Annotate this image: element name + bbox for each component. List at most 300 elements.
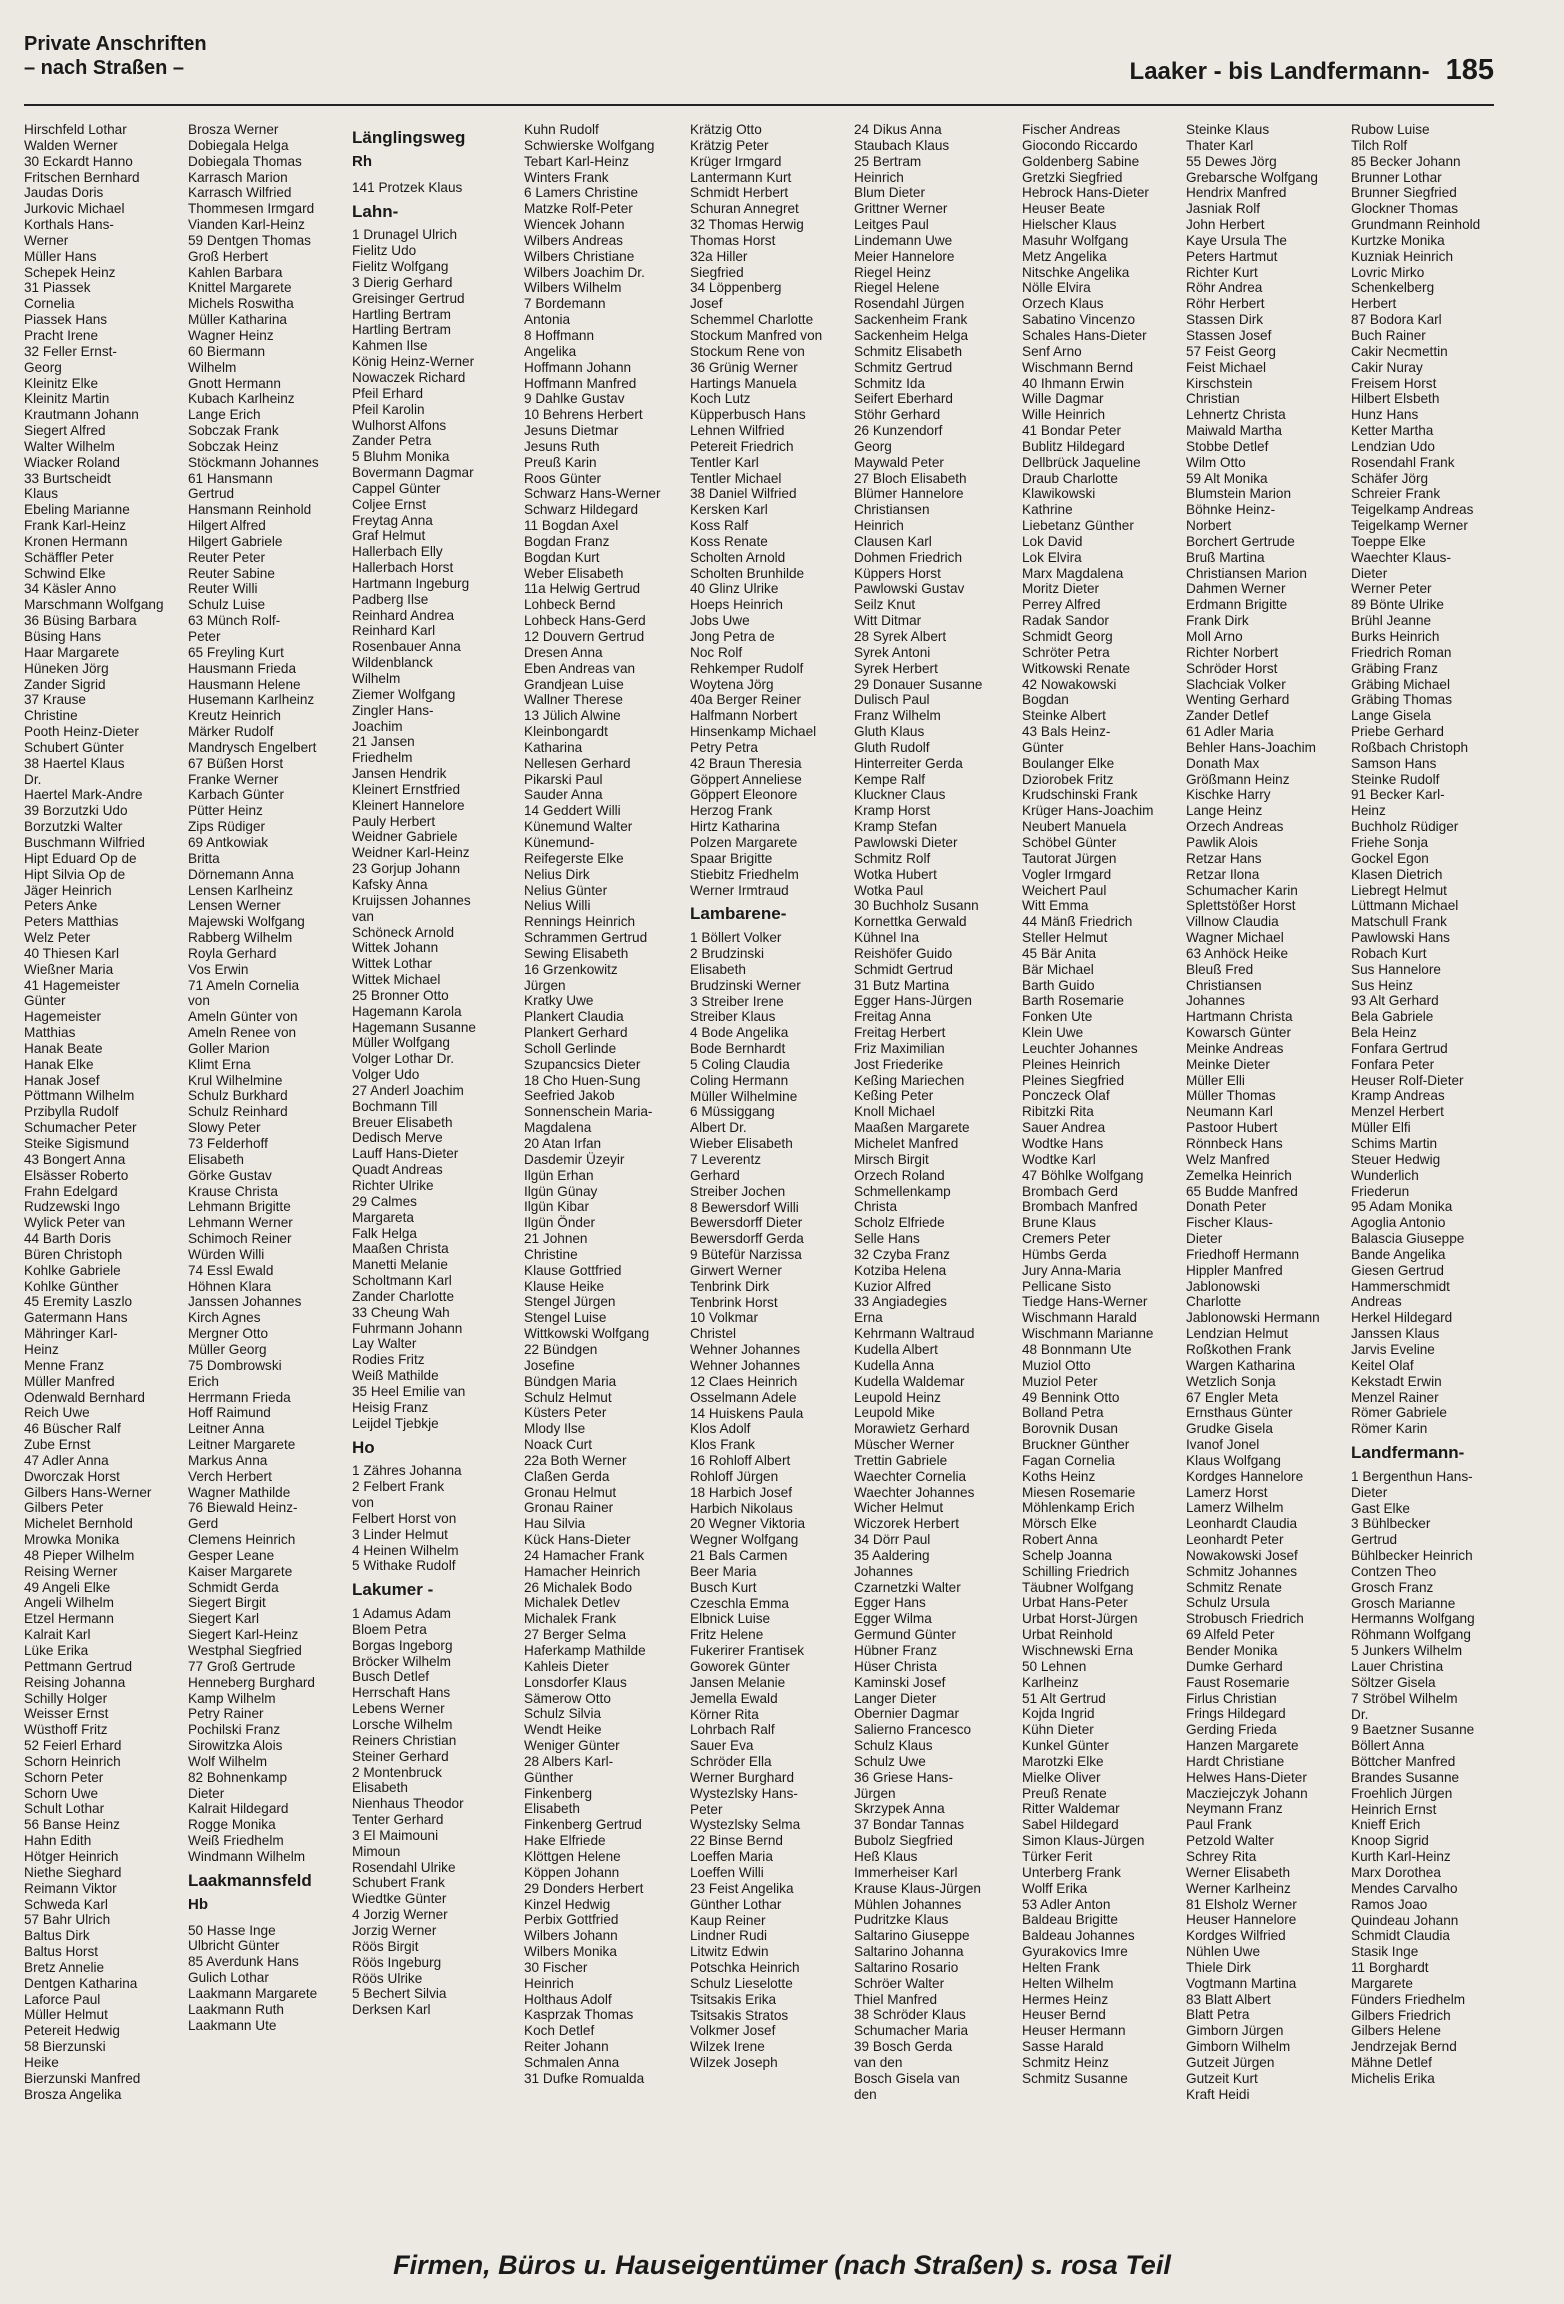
resident-entry: Scholten Arnold <box>690 549 786 565</box>
resident-entry: Tiedge Hans-Werner <box>1022 1294 1148 1310</box>
resident-entry: Gronau Rainer <box>524 1500 614 1516</box>
resident-entry: Bündgen Maria <box>524 1373 617 1389</box>
resident-entry: Röös Ulrike <box>352 1970 423 1986</box>
resident-entry: Knoop Sigrid <box>1351 1833 1429 1849</box>
resident-entry: 33 Burtscheidt <box>24 470 111 486</box>
resident-entry: Grundmann Reinhold <box>1351 217 1481 233</box>
resident-entry: Faust Rosemarie <box>1186 1674 1290 1690</box>
resident-entry: Orzech Andreas <box>1186 819 1284 835</box>
resident-entry: Heinrich <box>524 1975 574 1991</box>
resident-entry: Michalek Frank <box>524 1611 617 1627</box>
resident-entry: Pettmann Gertrud <box>24 1658 133 1674</box>
resident-entry: Norbert <box>1186 518 1232 534</box>
resident-entry: Saltarino Rosario <box>854 1959 959 1975</box>
resident-entry: Gronau Helmut <box>524 1484 617 1500</box>
resident-entry: Roßkothen Frank <box>1186 1341 1292 1357</box>
district-code: Rh <box>352 152 372 170</box>
resident-entry: 11 Borghardt <box>1351 1960 1429 1976</box>
resident-entry: Bender Monika <box>1186 1643 1278 1658</box>
resident-entry: Sauer Eva <box>690 1738 754 1754</box>
resident-entry: Hoffmann Manfred <box>524 375 637 391</box>
resident-entry: Siegert Alfred <box>24 423 106 439</box>
resident-entry: Witkowski Renate <box>1022 660 1131 676</box>
resident-entry: Mähringer Karl- <box>24 1326 118 1342</box>
resident-entry: Müller Elfi <box>1351 1120 1411 1136</box>
resident-entry: Sasse Harald <box>1022 2039 1104 2055</box>
resident-entry: Schilly Holger <box>24 1690 108 1706</box>
resident-entry: 35 Aaldering <box>854 1547 930 1563</box>
resident-entry: Hoeps Heinrich <box>690 597 783 613</box>
resident-entry: Kleinbongardt <box>524 724 608 740</box>
resident-entry: Splettstößer Horst <box>1186 898 1296 914</box>
resident-entry: Kehrmann Waltraud <box>854 1326 975 1342</box>
street-heading: Landfermann- <box>1351 1443 1465 1463</box>
resident-entry: Schmidt Georg <box>1022 629 1113 644</box>
resident-entry: 34 Löppenberg <box>690 280 782 296</box>
resident-entry: Stockum Manfred von <box>690 327 823 343</box>
resident-entry: Pfeil Erhard <box>352 385 424 401</box>
resident-entry: Contzen Theo <box>1351 1563 1437 1579</box>
resident-entry: Brosza Werner <box>188 122 279 137</box>
resident-entry: Gerding Frieda <box>1186 1722 1277 1738</box>
resident-entry: Schröer Walter <box>854 1975 945 1991</box>
resident-entry: Orzech Klaus <box>1022 296 1104 312</box>
resident-entry: Gilbers Friedrich <box>1351 2007 1451 2023</box>
resident-entry: 4 Bode Angelika <box>690 1025 789 1041</box>
resident-entry: 55 Dewes Jörg <box>1186 153 1277 169</box>
resident-entry: Liebregt Helmut <box>1351 882 1447 898</box>
resident-entry: Kersken Karl <box>690 502 768 518</box>
resident-entry: Herkel Hildegard <box>1351 1310 1453 1326</box>
resident-entry: Heuser Hannelore <box>1186 1912 1297 1928</box>
resident-entry: Dobiegala Helga <box>188 137 289 153</box>
resident-entry: Jury Anna-Maria <box>1022 1262 1121 1278</box>
resident-entry: Hübner Franz <box>854 1643 938 1658</box>
resident-entry: Pawlowski Gustav <box>854 581 965 597</box>
resident-entry: Böhnke Heinz- <box>1186 502 1276 518</box>
resident-entry: Menne Franz <box>24 1357 105 1373</box>
resident-entry: Rubow Luise <box>1351 122 1430 137</box>
resident-entry: Brombach Manfred <box>1022 1199 1138 1215</box>
resident-entry: Nowakowski Josef <box>1186 1547 1298 1563</box>
resident-entry: Weiß Mathilde <box>352 1368 439 1384</box>
resident-entry: Schims Martin <box>1351 1136 1438 1151</box>
resident-entry: Donath Max <box>1186 755 1260 771</box>
resident-entry: 22a Both Werner <box>524 1452 627 1468</box>
resident-entry: 8 Hoffmann <box>524 327 595 343</box>
resident-entry: Stiebitz Friedhelm <box>690 866 799 882</box>
resident-entry: Walden Werner <box>24 137 118 153</box>
resident-entry: Hoffmann Johann <box>524 359 632 375</box>
resident-entry: Christiansen <box>854 502 930 518</box>
resident-entry: Günter <box>1022 739 1064 755</box>
resident-entry: Pastoor Hubert <box>1186 1120 1278 1136</box>
resident-entry: 71 Ameln Cornelia <box>188 977 300 993</box>
resident-entry: Burks Heinrich <box>1351 629 1440 644</box>
resident-entry: Lebens Werner <box>352 1701 445 1717</box>
resident-entry: Volkmer Josef <box>690 2023 776 2039</box>
directory-column <box>352 122 510 2202</box>
resident-entry: Lohrbach Ralf <box>690 1722 775 1738</box>
resident-entry: 76 Biewald Heinz- <box>188 1500 298 1516</box>
resident-entry: Christiansen Marion <box>1186 565 1307 581</box>
resident-entry: Nelius Dirk <box>524 866 590 882</box>
resident-entry: Senf Arno <box>1022 343 1082 359</box>
resident-entry: Michels Roswitha <box>188 296 294 312</box>
resident-entry: 43 Bongert Anna <box>24 1151 126 1167</box>
resident-entry: Marotzki Elke <box>1022 1753 1104 1769</box>
resident-entry: 2 Felbert Frank <box>352 1479 445 1495</box>
resident-entry: Kluckner Claus <box>854 787 946 803</box>
resident-entry: Hipt Eduard Op de <box>24 850 137 866</box>
resident-entry: Zander Charlotte <box>352 1288 455 1304</box>
resident-entry: 12 Douvern Gertrud <box>524 629 645 644</box>
resident-entry: Radak Sandor <box>1022 613 1109 629</box>
resident-entry: Rennings Heinrich <box>524 914 636 930</box>
resident-entry: Künemund Walter <box>524 819 633 835</box>
resident-entry: Bogdan <box>1022 692 1069 708</box>
resident-entry: Fonfara Peter <box>1351 1056 1435 1072</box>
resident-entry: Reuter Sabine <box>188 565 275 581</box>
resident-entry: Urbat Horst-Jürgen <box>1022 1611 1138 1627</box>
resident-entry: Ritter Waldemar <box>1022 1801 1120 1817</box>
resident-entry: Kuzniak Heinrich <box>1351 248 1453 264</box>
resident-entry: Waechter Klaus- <box>1351 549 1451 565</box>
resident-entry: Neymann Franz <box>1186 1801 1283 1817</box>
resident-entry: Sirowitzka Alois <box>188 1738 283 1754</box>
resident-entry: Erna <box>854 1310 883 1326</box>
resident-entry: Elisabeth <box>188 1151 244 1167</box>
resident-entry: 26 Michalek Bodo <box>524 1579 633 1595</box>
resident-entry: Brandes Susanne <box>1351 1769 1460 1785</box>
resident-entry: Mendes Carvalho <box>1351 1880 1458 1896</box>
resident-entry: Helten Wilhelm <box>1022 1975 1114 1991</box>
resident-entry: 46 Büscher Ralf <box>24 1421 121 1437</box>
resident-entry: Claßen Gerda <box>524 1468 610 1484</box>
resident-entry: Wießner Maria <box>24 961 114 977</box>
resident-entry: Thommesen Irmgard <box>188 201 315 217</box>
resident-entry: Albert Dr. <box>690 1120 747 1136</box>
resident-entry: Stasik Inge <box>1351 1944 1419 1960</box>
resident-entry: Verch Herbert <box>188 1468 272 1484</box>
resident-entry: Tilch Rolf <box>1351 137 1408 153</box>
resident-entry: Schröder Ella <box>690 1754 772 1770</box>
resident-entry: Piassek Hans <box>24 312 108 328</box>
resident-entry: Karrasch Marion <box>188 169 288 185</box>
resident-entry: Kuzior Alfred <box>854 1278 932 1294</box>
resident-entry: Jäger Heinrich <box>24 882 112 898</box>
resident-entry: Michelet Manfred <box>854 1136 959 1151</box>
resident-entry: 28 Syrek Albert <box>854 629 947 644</box>
resident-entry: Gilbers Hans-Werner <box>24 1484 152 1500</box>
resident-entry: Felbert Horst von <box>352 1510 457 1526</box>
resident-entry: Lehnen Wilfried <box>690 423 785 439</box>
resident-entry: Wiczorek Herbert <box>854 1516 959 1532</box>
resident-entry: Laforce Paul <box>24 1991 101 2007</box>
resident-entry: 50 Lehnen <box>1022 1658 1087 1674</box>
resident-entry: Buschmann Wilfried <box>24 834 145 850</box>
resident-entry: Schwarz Hildegard <box>524 502 639 518</box>
resident-entry: Zemelka Heinrich <box>1186 1167 1292 1183</box>
resident-entry: 49 Angeli Elke <box>24 1579 111 1595</box>
resident-entry: van <box>352 908 374 924</box>
resident-entry: Cakir Necmettin <box>1351 343 1448 359</box>
resident-entry: Schales Hans-Dieter <box>1022 327 1147 343</box>
resident-entry: Winters Frank <box>524 169 609 185</box>
resident-entry: Stassen Josef <box>1186 327 1272 343</box>
resident-entry: Würden Willi <box>188 1246 265 1262</box>
resident-entry: Lendzian Helmut <box>1186 1326 1289 1342</box>
resident-entry: Siegert Karl-Heinz <box>188 1627 299 1643</box>
resident-entry: Rosendahl Jürgen <box>854 296 965 312</box>
resident-entry: Petry Rainer <box>188 1706 264 1722</box>
resident-entry: Kordges Wilfried <box>1186 1928 1286 1944</box>
resident-entry: Derksen Karl <box>352 2002 431 2018</box>
resident-entry: Klos Frank <box>690 1437 755 1453</box>
resident-entry: Grosch Marianne <box>1351 1595 1456 1611</box>
resident-entry: 60 Biermann <box>188 343 266 359</box>
resident-entry: Breuer Elisabeth <box>352 1114 453 1130</box>
resident-entry: Koch Lutz <box>690 391 751 407</box>
resident-entry: Pellicane Sisto <box>1022 1278 1112 1294</box>
resident-entry: Toeppe Elke <box>1351 533 1426 549</box>
resident-entry: 82 Bohnenkamp <box>188 1769 288 1785</box>
resident-entry: Scholten Brunhilde <box>690 565 805 581</box>
resident-entry: Morawietz Gerhard <box>854 1421 970 1437</box>
resident-entry: Gutzeit Jürgen <box>1186 2054 1275 2070</box>
resident-entry: Kühnel Ina <box>854 930 920 946</box>
resident-entry: Finkenberg <box>524 1785 593 1801</box>
resident-entry: Heuser Beate <box>1022 201 1106 217</box>
resident-entry: Bewersdorff Dieter <box>690 1215 803 1231</box>
resident-entry: Liebetanz Günther <box>1022 518 1134 534</box>
resident-entry: Schorn Peter <box>24 1769 104 1785</box>
resident-entry: Ebeling Marianne <box>24 502 130 518</box>
resident-entry: Sewing Elisabeth <box>524 945 629 961</box>
resident-entry: Siegert Birgit <box>188 1595 266 1611</box>
resident-entry: Krätzig Otto <box>690 122 762 137</box>
resident-entry: Hau Silvia <box>524 1516 586 1532</box>
resident-entry: Busch Detlef <box>352 1669 430 1685</box>
resident-entry: Reiners Christian <box>352 1732 457 1748</box>
resident-entry: Krätzig Peter <box>690 137 769 153</box>
resident-entry: Lamerz Horst <box>1186 1484 1268 1500</box>
resident-entry: Bosch Gisela van <box>854 2070 960 2086</box>
resident-entry: 44 Barth Doris <box>24 1231 111 1247</box>
resident-entry: Wulhorst Alfons <box>352 417 447 433</box>
resident-entry: Mirsch Birgit <box>854 1151 929 1167</box>
resident-entry: Heuser Hermann <box>1022 2023 1126 2039</box>
resident-entry: Wilbers Joachim Dr. <box>524 264 645 280</box>
resident-entry: Ivanof Jonel <box>1186 1437 1260 1453</box>
resident-entry: Lehnertz Christa <box>1186 407 1286 423</box>
resident-entry: Reinhard Karl <box>352 623 436 639</box>
resident-entry: Kahlen Barbara <box>188 264 283 280</box>
resident-entry: Blumstein Marion <box>1186 486 1292 502</box>
resident-entry: Clemens Heinrich <box>188 1532 296 1548</box>
resident-entry: Dörnemann Anna <box>188 866 294 882</box>
resident-entry: Syrek Antoni <box>854 644 931 660</box>
resident-entry: Lensen Karlheinz <box>188 882 294 898</box>
resident-entry: Stöckmann Johannes <box>188 454 319 470</box>
resident-entry: Möhlenkamp Erich <box>1022 1500 1135 1516</box>
resident-entry: Heinrich <box>854 518 904 534</box>
resident-entry: Schulz Uwe <box>854 1753 926 1769</box>
resident-entry: Kempe Ralf <box>854 771 926 787</box>
resident-entry: 58 Bierzunski <box>24 2039 106 2055</box>
resident-entry: Walter Wilhelm <box>24 438 115 454</box>
resident-entry: Müller Katharina <box>188 312 287 328</box>
resident-entry: 87 Bodora Karl <box>1351 312 1442 328</box>
resident-entry: Preuß Renate <box>1022 1785 1107 1801</box>
resident-entry: Balascia Giuseppe <box>1351 1231 1465 1247</box>
resident-entry: Jesuns Ruth <box>524 438 600 454</box>
resident-entry: Heuser Rolf-Dieter <box>1351 1072 1464 1088</box>
resident-entry: Jürgen <box>524 977 566 993</box>
resident-entry: Schemmel Charlotte <box>690 312 814 328</box>
resident-entry: 35 Heel Emilie van <box>352 1383 466 1399</box>
resident-entry: Janssen Johannes <box>188 1294 302 1310</box>
resident-entry: Petzold Walter <box>1186 1833 1274 1849</box>
resident-entry: Türker Ferit <box>1022 1848 1093 1864</box>
resident-entry: Masuhr Wolfgang <box>1022 232 1129 248</box>
resident-entry: Wendt Heike <box>524 1722 602 1738</box>
resident-entry: Salierno Francesco <box>854 1722 972 1738</box>
resident-entry: Fischer Andreas <box>1022 122 1121 137</box>
resident-entry: Christa <box>854 1199 898 1215</box>
resident-entry: Kurth Karl-Heinz <box>1351 1849 1451 1865</box>
resident-entry: Kohlke Günther <box>24 1278 119 1294</box>
directory-column <box>524 122 682 2202</box>
resident-entry: Koss Ralf <box>690 518 749 534</box>
resident-entry: 12 Claes Heinrich <box>690 1373 798 1389</box>
street-heading: Laakmannsfeld <box>188 1870 312 1890</box>
resident-entry: Kramp Stefan <box>854 819 938 835</box>
resident-entry: Franke Werner <box>188 771 279 787</box>
resident-entry: Dieter <box>1351 1484 1388 1500</box>
resident-entry: Goller Marion <box>188 1040 270 1056</box>
resident-entry: Weniger Günter <box>524 1738 620 1754</box>
resident-entry: Wilbers Monika <box>524 1944 617 1960</box>
resident-entry: Jablonowski <box>1186 1278 1261 1294</box>
resident-entry: Pauly Herbert <box>352 813 436 829</box>
resident-entry: Elisabeth <box>524 1801 580 1817</box>
resident-entry: Kaiser Margarete <box>188 1563 293 1579</box>
resident-entry: Kalrait Hildegard <box>188 1801 289 1817</box>
resident-entry: Borzutzki Walter <box>24 819 123 835</box>
resident-entry: Siegert Karl <box>188 1611 260 1627</box>
resident-entry: Dulisch Paul <box>854 692 930 708</box>
resident-entry: Günther Lothar <box>690 1896 782 1912</box>
resident-entry: Weichert Paul <box>1022 882 1107 898</box>
resident-entry: Schwierske Wolfgang <box>524 137 655 153</box>
resident-entry: 67 Büßen Horst <box>188 755 284 771</box>
resident-entry: Groß Herbert <box>188 248 269 264</box>
resident-entry: Mrowka Monika <box>24 1532 120 1548</box>
resident-entry: Röhr Herbert <box>1186 296 1265 312</box>
resident-entry: Jasniak Rolf <box>1186 201 1261 217</box>
resident-entry: Streiber Jochen <box>690 1183 786 1199</box>
resident-entry: 29 Calmes <box>352 1193 417 1209</box>
resident-entry: 34 Käsler Anno <box>24 581 117 597</box>
resident-entry: Lehmann Werner <box>188 1215 293 1231</box>
resident-entry: Ribitzki Rita <box>1022 1104 1094 1120</box>
resident-entry: Magdalena <box>524 1120 592 1136</box>
resident-entry: 41 Bondar Peter <box>1022 423 1121 439</box>
resident-entry: 85 Averdunk Hans <box>188 1954 299 1970</box>
resident-entry: 47 Böhlke Wolfgang <box>1022 1167 1144 1183</box>
resident-entry: Wagner Heinz <box>188 327 274 343</box>
resident-entry: 47 Adler Anna <box>24 1452 109 1468</box>
resident-entry: Johannes <box>854 1563 913 1579</box>
street-range: Laaker - bis Landfermann- <box>1129 58 1430 85</box>
resident-entry: Hartmann Christa <box>1186 1009 1293 1025</box>
resident-entry: Steuer Hedwig <box>1351 1151 1441 1167</box>
resident-entry: Schmitz Gertrud <box>854 359 953 375</box>
resident-entry: Menzel Rainer <box>1351 1389 1439 1405</box>
resident-entry: Gyurakovics Imre <box>1022 1944 1128 1960</box>
resident-entry: 3 Linder Helmut <box>352 1526 448 1542</box>
resident-entry: Wischmann Harald <box>1022 1310 1137 1326</box>
resident-entry: Fonfara Gertrud <box>1351 1040 1448 1056</box>
resident-entry: Christian <box>1186 391 1240 407</box>
resident-entry: Erich <box>188 1373 219 1389</box>
resident-entry: Teigelkamp Andreas <box>1351 502 1474 518</box>
resident-entry: Hilbert Elsbeth <box>1351 391 1440 407</box>
resident-entry: Brudzinski Werner <box>690 977 801 993</box>
resident-entry: Busch Kurt <box>690 1579 757 1595</box>
resident-entry: Schulz Silvia <box>524 1706 602 1722</box>
resident-entry: Krüger Irmgard <box>690 153 782 169</box>
resident-entry: Clausen Karl <box>854 533 932 549</box>
resident-entry: Hermes Heinz <box>1022 1991 1109 2007</box>
resident-entry: 28 Albers Karl- <box>524 1753 614 1769</box>
resident-entry: Freytag Anna <box>352 512 433 528</box>
resident-entry: Steike Sigismund <box>24 1136 130 1151</box>
resident-entry: Angelika <box>524 343 577 359</box>
resident-entry: Goworek Günter <box>690 1659 790 1674</box>
resident-entry: Hammerschmidt <box>1351 1278 1450 1294</box>
directory-column <box>690 122 848 2202</box>
resident-entry: Kalrait Karl <box>24 1627 91 1643</box>
resident-entry: Bogdan Kurt <box>524 549 600 565</box>
resident-entry: Mähne Detlef <box>1351 2055 1432 2071</box>
resident-entry: Schmidt Gerda <box>188 1579 279 1595</box>
resident-entry: van den <box>854 2054 903 2070</box>
resident-entry: Graf Helmut <box>352 528 426 544</box>
resident-entry: Kaye Ursula The <box>1186 232 1287 248</box>
resident-entry: Wodtke Karl <box>1022 1151 1096 1167</box>
resident-entry: Wolff Erika <box>1022 1880 1088 1896</box>
resident-entry: Lehmann Brigitte <box>188 1199 291 1215</box>
resident-entry: Hippler Manfred <box>1186 1262 1283 1278</box>
resident-entry: Coling Hermann <box>690 1072 789 1088</box>
resident-entry: 49 Bennink Otto <box>1022 1389 1120 1405</box>
resident-entry: Pleines Heinrich <box>1022 1056 1121 1072</box>
resident-entry: Kornettka Gerwald <box>854 914 967 930</box>
resident-entry: Meier Hannelore <box>854 248 955 264</box>
resident-entry: Schmitz Renate <box>1186 1579 1282 1595</box>
resident-entry: Pawlowski Dieter <box>854 834 958 850</box>
resident-entry: Schumacher Karin <box>1186 882 1298 898</box>
resident-entry: 5 Junkers Wilhelm <box>1351 1643 1463 1659</box>
resident-entry: 57 Bahr Ulrich <box>24 1912 111 1928</box>
resident-entry: Köppen Johann <box>524 1864 620 1880</box>
resident-entry: Dieter <box>1351 565 1388 581</box>
resident-entry: Plankert Gerhard <box>524 1025 628 1041</box>
resident-entry: Gräbing Michael <box>1351 676 1450 692</box>
resident-entry: Sabatino Vincenzo <box>1022 312 1136 328</box>
